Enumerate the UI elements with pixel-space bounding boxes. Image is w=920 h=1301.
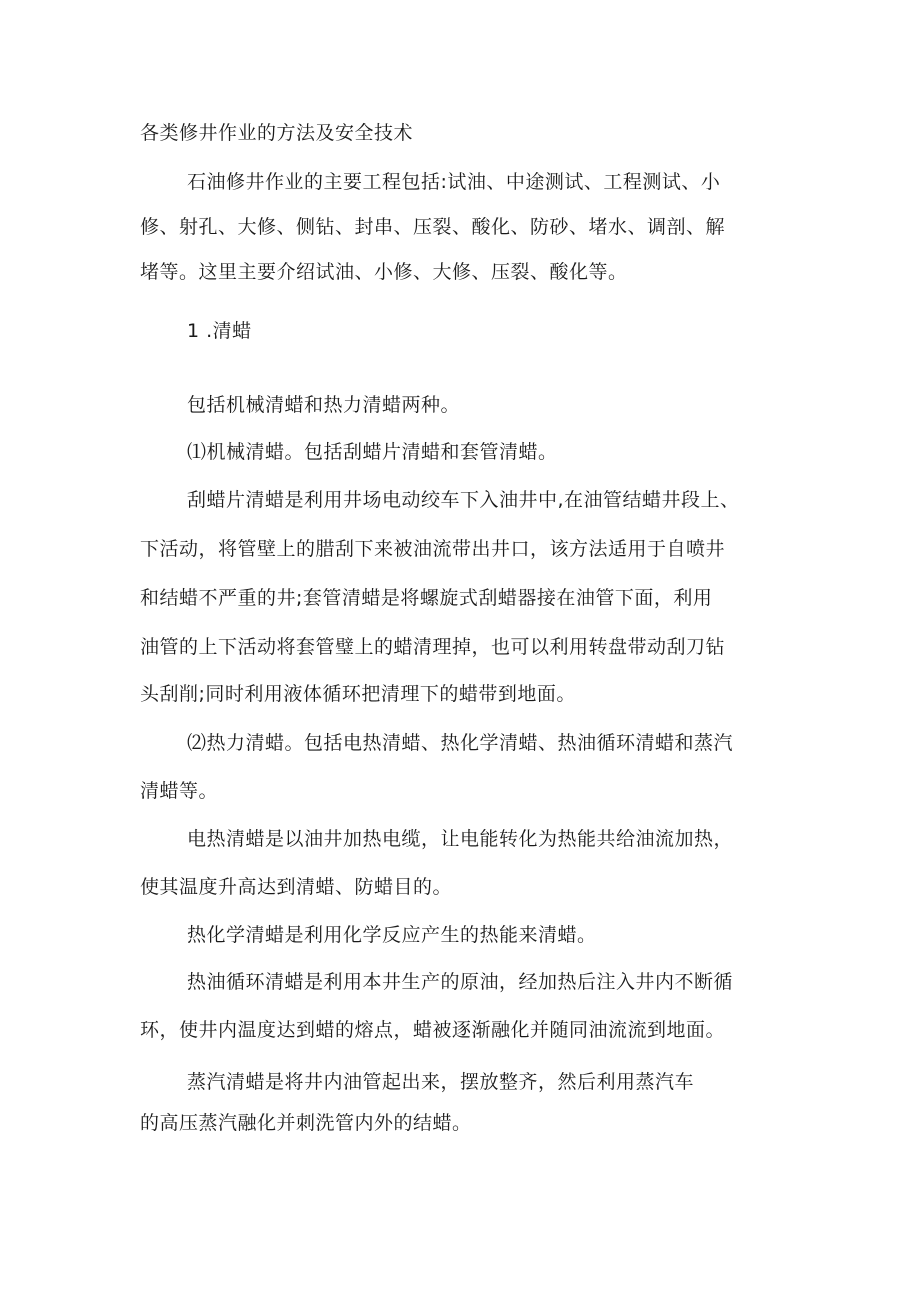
scraper-line-4: 油管的上下活动将套管璧上的蜡清理掉，也可以利用转盘带动刮刀钻 xyxy=(140,636,726,658)
scraper-line-3: 和结蜡不严重的井;套管清蜡是将螺旋式刮蜡器接在油管下面，利用 xyxy=(140,587,713,609)
scraper-line-1: 刮蜡片清蜡是利用井场电动绞车下入油井中,在油管结蜡井段上、 xyxy=(187,489,740,511)
thermal-heading-line-1: ⑵热力清蜡。包括电热清蜡、热化学清蜡、热油循环清蜡和蒸汽 xyxy=(187,732,734,754)
electric-line-2: 使其温度升高达到清蜡、防蜡目的。 xyxy=(140,876,453,898)
section-heading: 1 .清蜡 xyxy=(187,320,252,342)
intro-line-2: 修、射孔、大修、侧钻、封串、压裂、酸化、防砂、堵水、调剖、解 xyxy=(140,216,726,238)
scraper-line-5: 头刮削;同时利用液体循环把清理下的蜡带到地面。 xyxy=(140,683,576,705)
intro-line-1: 石油修井作业的主要工程包括:试油、中途测试、工程测试、小 xyxy=(187,171,721,193)
hot-oil-line-2: 环，使井内温度达到蜡的熔点，蜡被逐渐融化并随同油流流到地面。 xyxy=(140,1019,726,1041)
intro-line-3: 堵等。这里主要介绍试油、小修、大修、压裂、酸化等。 xyxy=(140,261,628,283)
scraper-line-2: 下活动，将管壁上的腊刮下来被油流带出井口，该方法适用于自喷井 xyxy=(140,538,726,560)
steam-line-2: 的高压蒸汽融化并刺洗管内外的结蜡。 xyxy=(140,1112,472,1134)
thermal-heading-line-2: 清蜡等。 xyxy=(140,780,219,802)
electric-line-1: 电热清蜡是以油井加热电缆，让电能转化为热能共给油流加热， xyxy=(187,828,734,850)
thermochemical-paragraph: 热化学清蜡是利用化学反应产生的热能来清蜡。 xyxy=(187,924,597,946)
steam-line-1: 蒸汽清蜡是将井内油管起出来，摆放整齐，然后利用蒸汽车 xyxy=(187,1071,695,1093)
paragraph-mechanical-heading: ⑴机械清蜡。包括刮蜡片清蜡和套管清蜡。 xyxy=(187,441,558,463)
hot-oil-line-1: 热油循环清蜡是利用本井生产的原油，经加热后注入井内不断循 xyxy=(187,971,734,993)
document-title: 各类修井作业的方法及安全技术 xyxy=(140,122,414,144)
paragraph-overview: 包括机械清蜡和热力清蜡两种。 xyxy=(187,394,461,416)
